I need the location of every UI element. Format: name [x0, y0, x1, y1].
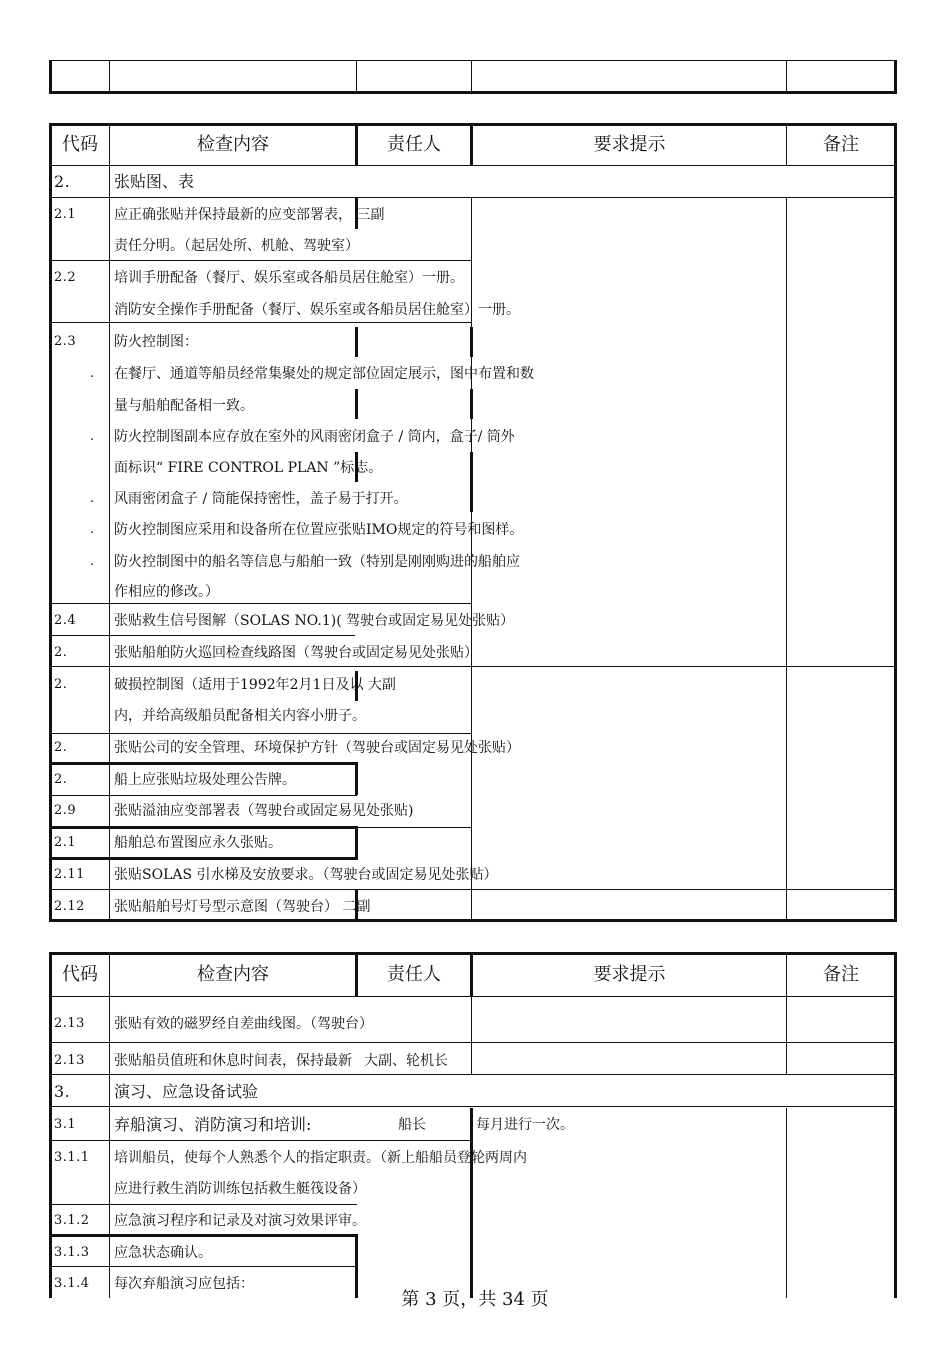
table-top-border — [49, 60, 897, 61]
column-divider — [109, 952, 110, 1298]
row-code: 2.12 — [54, 899, 85, 914]
header-person: 责任人 — [387, 964, 441, 985]
column-divider — [470, 452, 473, 512]
row-content: 内，并给高级船员配备相关内容小册子。 — [114, 708, 366, 724]
row-line — [49, 603, 472, 604]
row-code: 2.11 — [54, 867, 85, 882]
row-code: 2.4 — [54, 613, 77, 628]
row-content: 张贴公司的安全管理、环境保护方针（驾驶台或固定易见处张贴） — [114, 740, 520, 756]
row-content: 作相应的修改。） — [114, 584, 219, 600]
header-bottom-line — [49, 996, 897, 997]
row-requirement: 每月进行一次。 — [476, 1117, 574, 1133]
row-line — [49, 762, 358, 765]
row-content: 应进行救生消防训练包括救生艇筏设备） — [114, 1181, 366, 1197]
header-remark: 备注 — [823, 134, 859, 155]
column-divider — [109, 123, 110, 920]
row-line — [49, 733, 472, 734]
table-bottom-border — [49, 919, 897, 922]
row-person: 大副、轮机长 — [364, 1053, 448, 1069]
row-content: 防火控制图中的船名等信息与船舶一致（特别是刚刚购进的船舶应 — [114, 554, 520, 570]
row-code: 2. — [54, 645, 68, 660]
row-content: 应正确张贴并保持最新的应变部署表， 三副 — [114, 207, 385, 223]
row-content: 面标识“ FIRE CONTROL PLAN ”标志。 — [114, 460, 383, 476]
row-content: 每次弃船演习应包括： — [114, 1276, 254, 1292]
row-person: 船长 — [398, 1117, 426, 1133]
row-line — [49, 1106, 897, 1107]
row-line — [49, 795, 357, 796]
row-content: 防火控制图应采用和设备所在位置应张贴IMO规定的符号和图样。 — [114, 522, 524, 538]
header-code: 代码 — [62, 134, 98, 155]
table-right-border — [894, 60, 897, 94]
row-content: 张贴船舶号灯号型示意图（驾驶台） 二副 — [114, 899, 371, 915]
column-divider — [471, 996, 472, 1075]
row-code: . — [90, 522, 95, 537]
header-requirement: 要求提示 — [593, 964, 666, 985]
row-line — [49, 1234, 358, 1237]
row-code: 3.1.1 — [54, 1150, 90, 1165]
table-bottom-border — [49, 91, 897, 94]
column-divider — [786, 60, 787, 93]
header-requirement: 要求提示 — [593, 134, 666, 155]
row-code: 2. — [54, 740, 68, 755]
row-content: 弃船演习、消防演习和培训: — [114, 1115, 312, 1134]
row-code: 2.13 — [54, 1053, 85, 1068]
row-content: 消防安全操作手册配备（餐厅、娱乐室或各船员居住舱室）一册。 — [114, 302, 520, 318]
row-content: 应急状态确认。 — [114, 1245, 212, 1261]
row-code: 2.1 — [54, 207, 77, 222]
column-divider — [786, 1108, 787, 1298]
row-line — [49, 1042, 897, 1043]
column-divider — [470, 327, 473, 357]
column-divider — [470, 389, 473, 419]
column-divider — [470, 1108, 473, 1298]
row-code: 3. — [54, 1082, 71, 1101]
row-code: . — [90, 429, 95, 444]
row-content: 张贴有效的磁罗经自差曲线图。（驾驶台） — [114, 1016, 373, 1032]
row-content: 张贴图、表 — [114, 172, 195, 191]
table-right-border — [894, 123, 897, 921]
row-code: 2.1 — [54, 835, 77, 850]
row-content: 在餐厅、通道等船员经常集聚处的规定部位固定展示，图中布置和数 — [114, 366, 534, 382]
row-content: 船上应张贴垃圾处理公告牌。 — [114, 772, 296, 788]
row-line — [49, 635, 355, 636]
row-line — [49, 1140, 472, 1141]
row-code: 2. — [54, 172, 71, 191]
row-code: 3.1.4 — [54, 1276, 90, 1291]
row-line — [49, 197, 897, 198]
header-remark: 备注 — [823, 964, 859, 985]
header-person: 责任人 — [387, 134, 441, 155]
table-left-border — [49, 952, 52, 1298]
row-content: 风雨密闭盒子 / 筒能保持密性，盖子易于打开。 — [114, 491, 408, 507]
column-divider — [109, 60, 110, 93]
column-divider — [355, 762, 358, 795]
row-content: 演习、应急设备试验 — [114, 1082, 259, 1101]
column-divider — [471, 60, 472, 93]
row-line — [49, 857, 358, 860]
row-content: 张贴船员值班和休息时间表，保持最新 — [114, 1053, 352, 1069]
header-bottom-line — [49, 165, 897, 166]
row-content: 船舶总布置图应永久张贴。 — [114, 835, 282, 851]
row-content: 张贴救生信号图解（SOLAS NO.1)( 驾驶台或固定易见处张贴） — [114, 613, 515, 629]
row-content: 防火控制图： — [114, 334, 198, 350]
header-content: 检查内容 — [197, 134, 269, 155]
row-line — [49, 1204, 357, 1205]
table-left-border — [49, 123, 52, 921]
row-code: 2. — [54, 772, 68, 787]
table-right-border — [894, 952, 897, 1298]
header-code: 代码 — [62, 964, 98, 985]
row-code: 3.1.3 — [54, 1245, 90, 1260]
row-line — [49, 666, 897, 667]
row-code: 2.3 — [54, 334, 77, 349]
table-left-border — [49, 60, 52, 94]
page-footer: 第 3 页，共 34 页 — [401, 1289, 549, 1310]
row-line — [49, 826, 358, 829]
column-divider — [786, 996, 787, 1075]
row-content: 量与船舶配备相一致。 — [114, 398, 254, 414]
column-divider — [355, 826, 358, 859]
row-content: 张贴溢油应变部署表（驾驶台或固定易见处张贴) — [114, 803, 414, 819]
column-divider — [786, 197, 787, 920]
row-code: . — [90, 491, 95, 506]
column-divider — [355, 389, 358, 419]
row-content: 张贴SOLAS 引水梯及安放要求。（驾驶台或固定易见处张贴） — [114, 867, 498, 883]
row-code: . — [90, 366, 95, 381]
row-code: 2.9 — [54, 803, 77, 818]
table-top-border — [49, 123, 897, 126]
table-top-border — [49, 952, 897, 955]
row-code: 3.1.2 — [54, 1213, 90, 1228]
row-content: 培训手册配备（餐厅、娱乐室或各船员居住舱室）一册。 — [114, 270, 464, 286]
row-code: . — [90, 554, 95, 569]
header-content: 检查内容 — [197, 964, 269, 985]
row-line — [49, 1266, 357, 1267]
row-content: 应急演习程序和记录及对演习效果评审。 — [114, 1213, 366, 1229]
row-line — [49, 260, 472, 261]
row-line — [49, 322, 472, 323]
row-code: 2. — [54, 677, 68, 692]
row-line — [49, 889, 897, 890]
column-divider — [356, 60, 357, 93]
row-content: 防火控制图副本应存放在室外的风雨密闭盒子 / 筒内，盒子/ 筒外 — [114, 429, 515, 445]
row-code: 2.2 — [54, 270, 77, 285]
row-content: 破损控制图（适用于1992年2月1日及以 大副 — [114, 677, 396, 693]
row-code: 3.1 — [54, 1117, 77, 1132]
row-content: 责任分明。（起居处所、机舱、驾驶室） — [114, 238, 359, 254]
row-line — [49, 1074, 897, 1075]
column-divider — [355, 327, 358, 357]
row-content: 张贴船舶防火巡回检查线路图（驾驶台或固定易见处张贴） — [114, 645, 478, 661]
row-code: 2.13 — [54, 1016, 85, 1031]
row-content: 培训船员，使每个人熟悉个人的指定职责。（新上船船员登轮两周内 — [114, 1150, 527, 1166]
